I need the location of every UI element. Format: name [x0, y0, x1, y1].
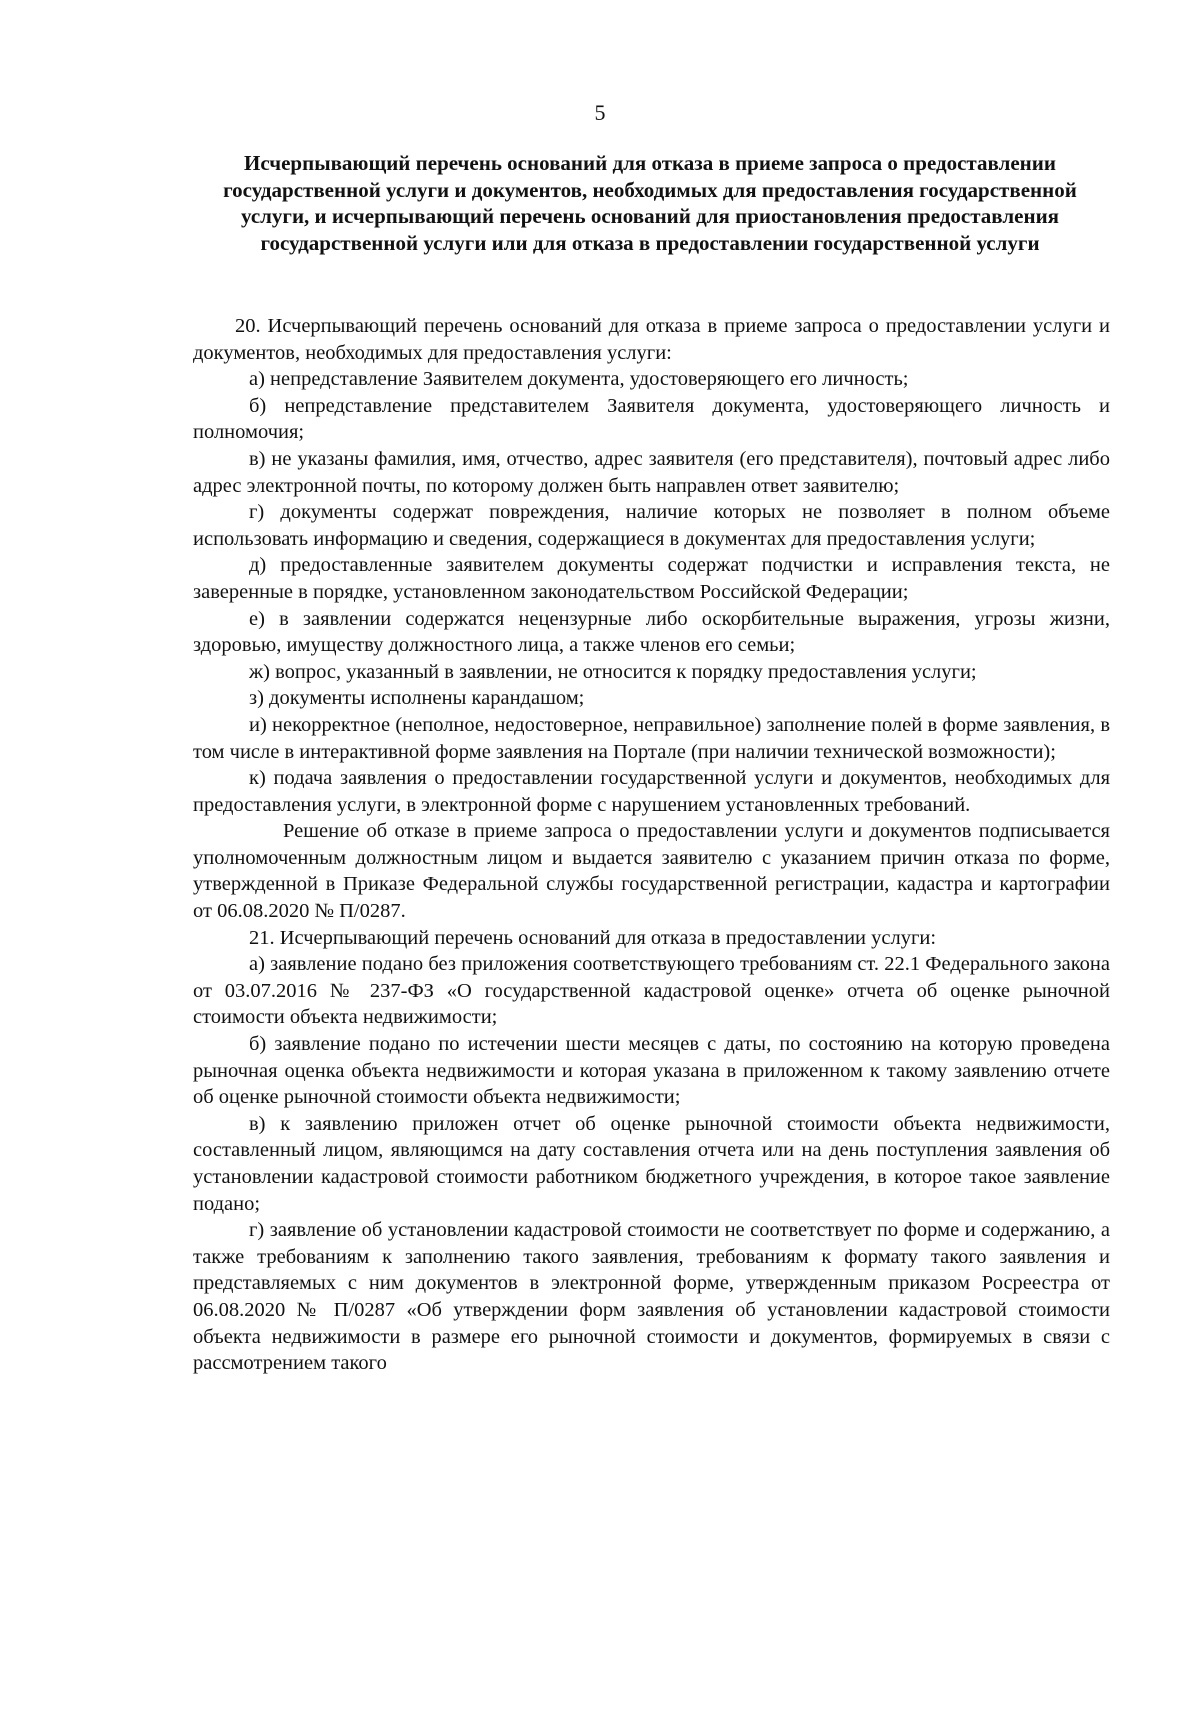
paragraph-20-item-d: д) предоставленные заявителем документы содержат подчистки и исправления текста, не заверенные в порядке, установленном законодательством Российской Федерации;	[193, 554, 1110, 603]
paragraph-20-item-z: з) документы исполнены карандашом;	[249, 687, 585, 710]
paragraph-20-item-b: б) непредставление представителем Заявителя документа, удостоверяющего личность и полномочия;	[193, 394, 1110, 444]
paragraph-20-item-zh: ж) вопрос, указанный в заявлении, не относится к порядку предоставления услуги;	[249, 660, 977, 683]
paragraph-21-item-v: в) к заявлению приложен отчет об оценке рыночной стоимости объекта недвижимости, составленный лицом, являющимся на дату составления отчета или на день поступления заявления об установлении кадастровой стоимости работником бюджетного учреждения, в которое такое заявление подано;	[193, 1112, 1110, 1215]
page-number: 5	[594, 100, 606, 125]
paragraph-20-item-a: а) непредставление Заявителем документа, удостоверяющего его личность;	[249, 368, 909, 391]
paragraph-21-item-a: а) заявление подано без приложения соответствующего требованиям ст. 22.1 Федерального закона от 03.07.2016 № 237-ФЗ «О государственной кадастровой оценке» отчета об оценке рыночной стоимости объекта недвижимости;	[193, 953, 1110, 1029]
document-body	[193, 313, 1110, 1377]
paragraph-20-item-e: е) в заявлении содержатся нецензурные либо оскорбительные выражения, угрозы жизни, здоровью, имуществу должностного лица, а также членов его семьи;	[193, 607, 1110, 657]
section-heading: Исчерпывающий перечень оснований для отказа в приеме запроса о предоставлении государственной услуги и документов, необходимых для предоставления государственной услуги, и исчерпывающий перечень оснований для приостановления предоставления государственной услуги или для отказа в предоставлении государственной услуги	[223, 151, 1077, 255]
paragraph-20-decision: Решение об отказе в приеме запроса о предоставлении услуги и документов подписывается уполномоченным должностным лицом и выдается заявителю с указанием причин отказа по форме, утвержденной в Приказе Федеральной службы государственной регистрации, кадастра и картографии от 06.08.2020 № П/0287.	[193, 820, 1110, 923]
paragraph-21-intro: 21. Исчерпывающий перечень оснований для отказа в предоставлении услуги:	[249, 926, 937, 949]
paragraph-21-item-b: б) заявление подано по истечении шести месяцев с даты, по состоянию на которую проведена рыночная оценка объекта недвижимости и которая указана в приложенном к такому заявлению отчете об оценке рыночной стоимости объекта недвижимости;	[193, 1033, 1110, 1109]
paragraph-20-item-k: к) подача заявления о предоставлении государственной услуги и документов, необходимых для предоставления услуги, в электронной форме с нарушением установленных требований.	[193, 767, 1110, 816]
paragraph-20-intro: 20. Исчерпывающий перечень оснований для отказа в приеме запроса о предоставлении услуги и документов, необходимых для предоставления услуги:	[193, 315, 1110, 364]
paragraph-20-item-g: г) документы содержат повреждения, наличие которых не позволяет в полном объеме использовать информацию и сведения, содержащиеся в документах для предоставления услуги;	[193, 501, 1110, 550]
paragraph-21-item-g: г) заявление об установлении кадастровой стоимости не соответствует по форме и содержанию, а также требованиям к заполнению такого заявления, требованиям к формату такого заявления и представляемых с ним документов в электронной форме, утвержденным приказом Росреестра от 06.08.2020 № П/0287 «Об утверждении форм заявления об установлении кадастровой стоимости объекта недвижимости в размере его рыночной стоимости и документов, формируемых в связи с рассмотрением такого	[193, 1219, 1110, 1375]
paragraph-20-item-v: в) не указаны фамилия, имя, отчество, адрес заявителя (его представителя), почтовый адрес либо адрес электронной почты, по которому должен быть направлен ответ заявителю;	[193, 447, 1110, 497]
paragraph-20-item-i: и) некорректное (неполное, недостоверное, неправильное) заполнение полей в форме заявления, в том числе в интерактивной форме заявления на Портале (при наличии технической возможности);	[193, 713, 1110, 763]
